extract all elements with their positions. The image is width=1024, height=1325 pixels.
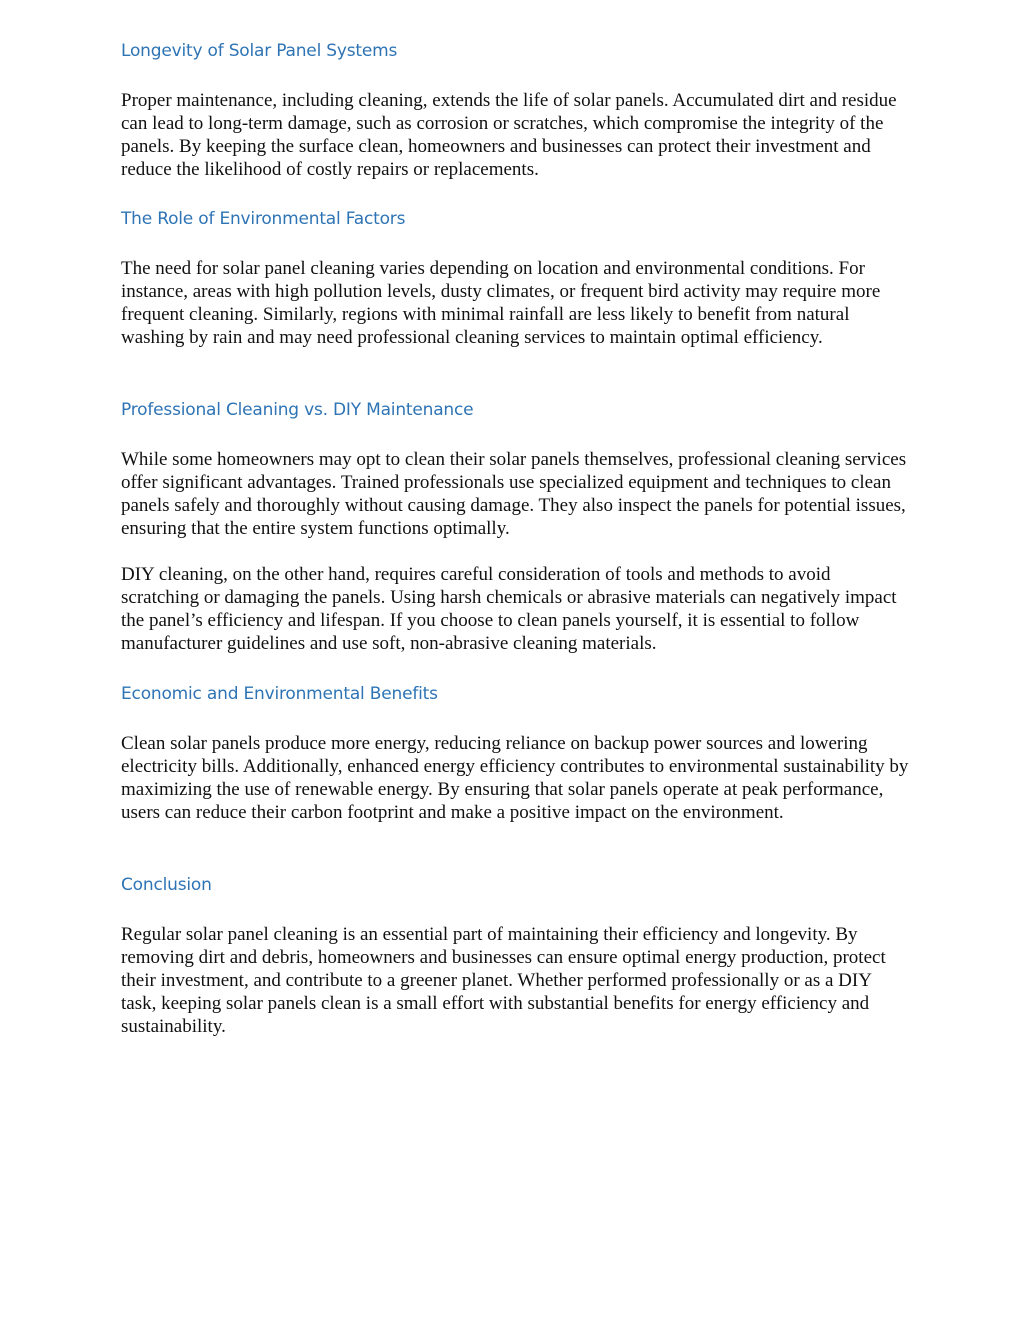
section-paragraph: Proper maintenance, including cleaning, extends the life of solar panels. Accumulated dirt and residue can lead to long-term damage, such as corrosion or scratches, which compromise the integrity of the panels. By keeping the surface clean, homeowners and businesses can protect their investment and reduce the likelihood of costly repairs or replacements. [121,90,897,180]
section-heading: The Role of Environmental Factors [121,209,406,229]
section-environmental-factors [121,208,911,349]
section-heading: Longevity of Solar Panel Systems [121,41,398,61]
section-paragraph: While some homeowners may opt to clean their solar panels themselves, professional cleaning services offer significant advantages. Trained professionals use specialized equipment and techniques to clean panels safely and thoroughly without causing damage. They also inspect the panels for potential issues, ensuring that the entire system functions optimally. [121,449,907,539]
section-heading: Economic and Environmental Benefits [121,684,438,704]
section-paragraph: DIY cleaning, on the other hand, requires careful consideration of tools and methods to avoid scratching or damaging the panels. Using harsh chemicals or abrasive materials can negatively impact the panel’s efficiency and lifespan. If you choose to clean panels yourself, it is essential to follow manufacturer guidelines and use soft, non-abrasive cleaning materials. [121,564,897,654]
section-paragraph: Clean solar panels produce more energy, reducing reliance on backup power sources and lowering electricity bills. Additionally, enhanced energy efficiency contributes to environmental sustainability by maximizing the use of renewable energy. By ensuring that solar panels operate at peak performance, users can reduce their carbon footprint and make a positive impact on the environment. [121,733,909,823]
section-benefits [121,683,911,824]
section-heading: Professional Cleaning vs. DIY Maintenance [121,400,474,420]
section-paragraph: Regular solar panel cleaning is an essential part of maintaining their efficiency and longevity. By removing dirt and debris, homeowners and businesses can ensure optimal energy production, protect their investment, and contribute to a greener planet. Whether performed professionally or as a DIY task, keeping solar panels clean is a small effort with substantial benefits for energy efficiency and sustainability. [121,924,886,1037]
section-heading: Conclusion [121,875,212,895]
section-longevity [121,40,911,181]
section-professional-vs-diy [121,399,911,655]
section-conclusion [121,874,911,1038]
section-paragraph: The need for solar panel cleaning varies depending on location and environmental conditions. For instance, areas with high pollution levels, dusty climates, or frequent bird activity may require more frequent cleaning. Similarly, regions with minimal rainfall are less likely to benefit from natural washing by rain and may need professional cleaning services to maintain optimal efficiency. [121,258,881,348]
